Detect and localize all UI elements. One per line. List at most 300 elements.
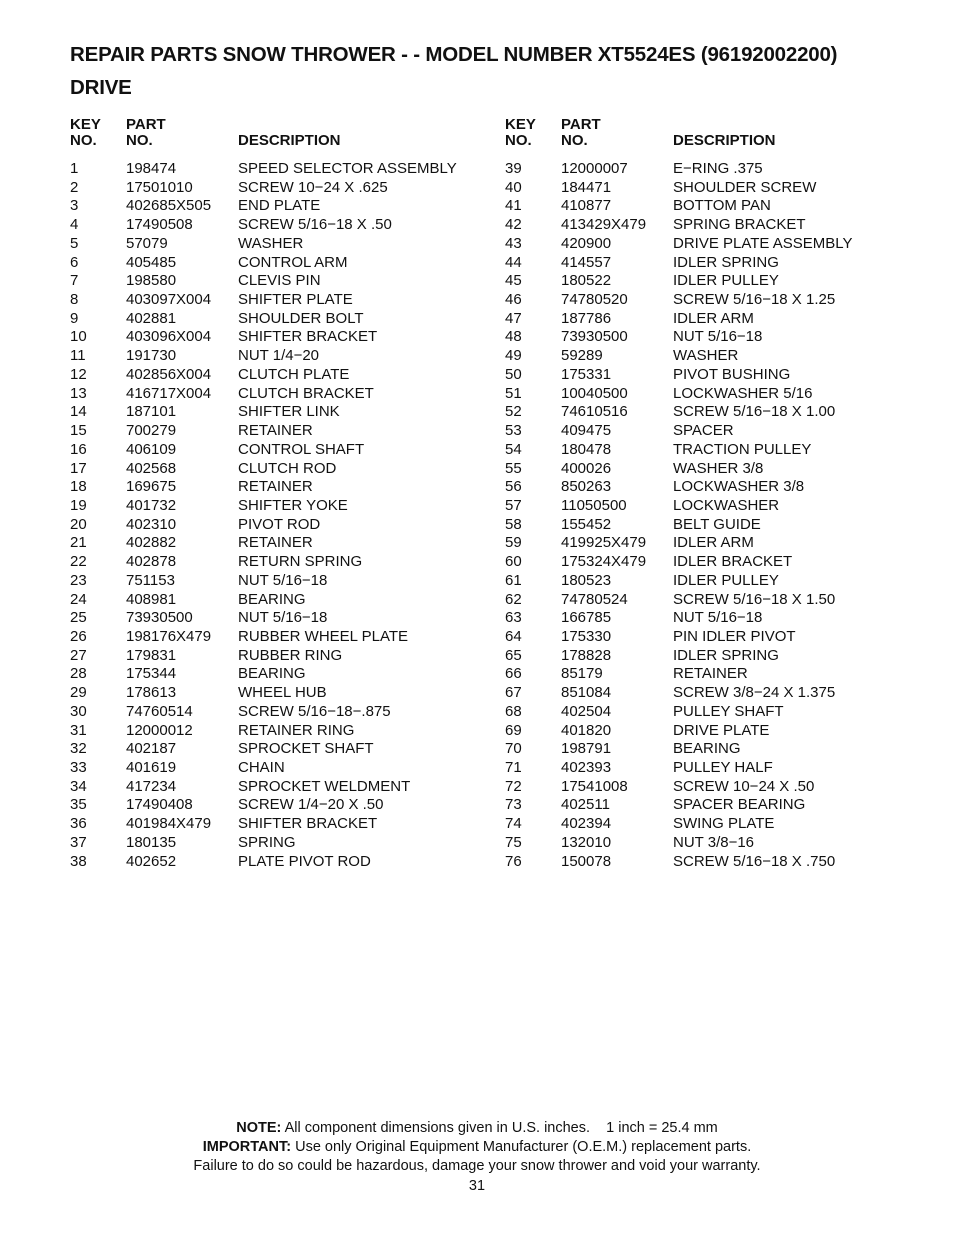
table-row	[70, 497, 490, 516]
part-no-cell: 180522	[561, 272, 612, 290]
key-no-cell: 26	[70, 627, 87, 645]
part-no-cell: 155452	[561, 515, 612, 533]
key-no-cell: 59	[505, 534, 522, 552]
description-cell: NUT 1/4−20	[238, 347, 320, 365]
part-no-cell: 166785	[561, 609, 612, 627]
key-no-cell: 71	[505, 759, 522, 776]
key-no-cell: 50	[505, 365, 522, 383]
key-header-line1: KEY	[70, 116, 101, 133]
table-row	[505, 516, 925, 535]
description-cell: IDLER SPRING	[673, 646, 779, 664]
table-row	[70, 591, 490, 610]
part-no-cell: 401732	[126, 496, 177, 514]
table-row	[70, 366, 490, 385]
key-no-cell: 68	[505, 702, 522, 720]
table-row	[505, 591, 925, 610]
key-no-cell: 12	[70, 365, 87, 383]
key-no-cell: 45	[505, 272, 522, 290]
key-no-cell: 13	[70, 384, 87, 402]
part-no-cell: 180135	[126, 833, 177, 851]
description-cell: PLATE PIVOT ROD	[238, 852, 371, 870]
description-cell: WHEEL HUB	[238, 684, 327, 702]
part-no-cell: 175344	[126, 665, 177, 683]
key-no-cell: 35	[70, 796, 87, 814]
part-no-cell: 12000007	[561, 160, 628, 177]
description-cell: LOCKWASHER 3/8	[673, 478, 805, 496]
table-row	[70, 834, 490, 853]
part-no-cell: 175324X479	[561, 553, 647, 571]
part-no-cell: 132010	[561, 833, 612, 851]
part-no-cell: 74780524	[561, 590, 628, 608]
key-no-cell: 1	[70, 160, 79, 177]
table-row	[70, 272, 490, 291]
part-no-cell: 402685X505	[126, 197, 212, 215]
description-cell: END PLATE	[238, 197, 321, 215]
table-row	[70, 254, 490, 273]
description-cell: RETAINER	[238, 478, 313, 496]
part-no-cell: 700279	[126, 422, 177, 440]
description-cell: RETAINER	[238, 534, 313, 552]
part-no-cell: 11050500	[561, 496, 627, 514]
key-no-cell: 53	[505, 422, 522, 440]
key-no-cell: 28	[70, 665, 87, 683]
key-no-cell: 67	[505, 684, 522, 702]
part-no-cell: 417234	[126, 777, 177, 795]
key-no-cell: 52	[505, 403, 522, 421]
description-cell: RETURN SPRING	[238, 553, 363, 571]
key-no-cell: 40	[505, 178, 522, 196]
table-body	[70, 160, 490, 871]
table-row	[70, 778, 490, 797]
key-header-line2: NO.	[70, 131, 97, 149]
key-no-cell: 30	[70, 702, 87, 720]
part-no-cell: 402568	[126, 459, 177, 477]
part-header-line1: PART	[126, 116, 166, 133]
part-no-cell: 403097X004	[126, 291, 212, 309]
part-no-cell: 17501010	[126, 178, 193, 196]
description-cell: RETAINER	[238, 422, 313, 440]
part-no-cell: 402393	[561, 759, 612, 776]
table-row	[70, 796, 490, 815]
description-cell: SHOULDER BOLT	[238, 309, 364, 327]
footer-notes	[0, 1119, 954, 1176]
key-no-cell: 43	[505, 234, 522, 252]
table-row	[70, 235, 490, 254]
table-row	[70, 216, 490, 235]
part-no-cell: 198176X479	[126, 627, 212, 645]
part-no-cell: 73930500	[126, 609, 193, 627]
key-no-cell: 63	[505, 609, 522, 627]
table-row	[70, 534, 490, 553]
key-no-cell: 8	[70, 291, 79, 309]
description-cell: IDLER PULLEY	[673, 571, 779, 589]
table-row	[505, 272, 925, 291]
description-cell: SPRING	[238, 833, 296, 851]
key-no-cell: 11	[70, 347, 86, 365]
description-cell: SPROCKET SHAFT	[238, 740, 374, 758]
table-header	[505, 117, 925, 157]
description-cell: LOCKWASHER 5/16	[673, 384, 813, 402]
part-no-cell: 402394	[561, 815, 612, 833]
key-no-cell: 29	[70, 684, 87, 702]
description-cell: CHAIN	[238, 759, 285, 776]
table-row	[70, 572, 490, 591]
key-no-cell: 74	[505, 815, 522, 833]
part-no-cell: 401619	[126, 759, 177, 776]
table-row	[70, 441, 490, 460]
part-no-cell: 408981	[126, 590, 177, 608]
table-row	[505, 609, 925, 628]
key-no-cell: 41	[505, 197, 522, 215]
part-no-cell: 184471	[561, 178, 612, 196]
key-no-cell: 73	[505, 796, 522, 814]
table-row	[505, 572, 925, 591]
key-no-cell: 6	[70, 253, 79, 271]
table-row	[70, 665, 490, 684]
key-no-cell: 22	[70, 553, 87, 571]
description-cell: SCREW 1/4−20 X .50	[238, 796, 384, 814]
description-cell: WASHER	[238, 234, 304, 252]
description-cell: WASHER	[673, 347, 739, 365]
description-cell: NUT 5/16−18	[238, 609, 328, 627]
table-row	[505, 478, 925, 497]
part-no-cell: 413429X479	[561, 216, 647, 234]
table-row	[70, 609, 490, 628]
description-cell: PIVOT ROD	[238, 515, 321, 533]
table-row	[505, 740, 925, 759]
table-row	[505, 703, 925, 722]
table-row	[505, 722, 925, 741]
part-no-cell: 17541008	[561, 777, 628, 795]
description-cell: IDLER PULLEY	[673, 272, 779, 290]
table-row	[505, 628, 925, 647]
description-cell: LOCKWASHER	[673, 496, 780, 514]
description-cell: PIVOT BUSHING	[673, 365, 791, 383]
table-row	[70, 310, 490, 329]
key-no-cell: 51	[505, 384, 522, 402]
description-cell: RUBBER WHEEL PLATE	[238, 627, 409, 645]
part-header-line2: NO.	[126, 131, 153, 149]
table-row	[70, 815, 490, 834]
part-no-cell: 73930500	[561, 328, 628, 346]
description-cell: PIN IDLER PIVOT	[673, 627, 796, 645]
key-no-cell: 27	[70, 646, 87, 664]
description-cell: IDLER ARM	[673, 309, 754, 327]
description-cell: PULLEY HALF	[673, 759, 773, 776]
part-no-cell: 198474	[126, 160, 177, 177]
description-cell: SHIFTER YOKE	[238, 496, 348, 514]
description-cell: IDLER ARM	[673, 534, 754, 552]
description-cell: SPACER	[673, 422, 734, 440]
key-no-cell: 34	[70, 777, 87, 795]
important-label: IMPORTANT:	[202, 1139, 292, 1155]
part-no-cell: 402504	[561, 702, 612, 720]
table-row	[70, 328, 490, 347]
key-no-cell: 44	[505, 253, 522, 271]
key-no-cell: 65	[505, 646, 522, 664]
description-cell: SCREW 5/16−18−.875	[238, 702, 391, 720]
part-no-cell: 416717X004	[126, 384, 212, 402]
description-cell: CONTROL SHAFT	[238, 440, 365, 458]
description-cell: BOTTOM PAN	[673, 197, 771, 215]
part-no-cell: 17490408	[126, 796, 193, 814]
key-no-cell: 66	[505, 665, 522, 683]
description-cell: CLEVIS PIN	[238, 272, 321, 290]
key-no-cell: 36	[70, 815, 87, 833]
table-row	[70, 347, 490, 366]
key-no-cell: 2	[70, 178, 79, 196]
part-no-cell: 406109	[126, 440, 177, 458]
table-row	[505, 422, 925, 441]
description-cell: SCREW 5/16−18 X .50	[238, 216, 392, 234]
part-no-cell: 402878	[126, 553, 177, 571]
table-row	[505, 853, 925, 872]
table-row	[70, 759, 490, 778]
description-header: DESCRIPTION	[673, 131, 776, 149]
part-no-cell: 178828	[561, 646, 612, 664]
key-no-cell: 19	[70, 496, 87, 514]
key-no-cell: 18	[70, 478, 87, 496]
table-row	[505, 534, 925, 553]
key-no-cell: 37	[70, 833, 87, 851]
description-cell: SPROCKET WELDMENT	[238, 777, 411, 795]
part-no-cell: 420900	[561, 234, 612, 252]
table-row	[505, 328, 925, 347]
description-cell: RUBBER RING	[238, 646, 343, 664]
part-no-cell: 402652	[126, 852, 177, 870]
part-no-cell: 85179	[561, 665, 603, 683]
table-row	[505, 254, 925, 273]
key-no-cell: 39	[505, 160, 522, 177]
key-no-cell: 31	[70, 721, 87, 739]
description-cell: SPRING BRACKET	[673, 216, 806, 234]
description-cell: BEARING	[673, 740, 741, 758]
table-row	[70, 516, 490, 535]
part-no-cell: 402310	[126, 515, 177, 533]
key-no-cell: 17	[70, 459, 87, 477]
key-header-line1: KEY	[505, 116, 536, 133]
key-no-cell: 55	[505, 459, 522, 477]
table-row	[505, 834, 925, 853]
description-cell: CLUTCH BRACKET	[238, 384, 374, 402]
description-cell: CLUTCH ROD	[238, 459, 337, 477]
part-no-cell: 419925X479	[561, 534, 647, 552]
description-cell: NUT 5/16−18	[238, 571, 328, 589]
key-no-cell: 20	[70, 515, 87, 533]
table-row	[70, 385, 490, 404]
description-cell: SHIFTER LINK	[238, 403, 340, 421]
table-row	[505, 366, 925, 385]
important-line	[0, 1138, 954, 1157]
description-cell: SHIFTER BRACKET	[238, 328, 378, 346]
note-line	[0, 1119, 954, 1138]
note-text: All component dimensions given in U.S. inches. 1 inch = 25.4 mm	[284, 1120, 718, 1136]
part-no-cell: 402511	[561, 796, 610, 814]
table-row	[505, 347, 925, 366]
description-cell: CLUTCH PLATE	[238, 365, 350, 383]
table-row	[505, 216, 925, 235]
part-no-cell: 12000012	[126, 721, 193, 739]
key-header-line2: NO.	[505, 131, 532, 149]
part-no-cell: 150078	[561, 852, 612, 870]
table-row	[505, 553, 925, 572]
description-cell: SHIFTER PLATE	[238, 291, 353, 309]
part-no-cell: 191730	[126, 347, 177, 365]
table-row	[70, 553, 490, 572]
part-no-cell: 179831	[126, 646, 177, 664]
table-row	[505, 497, 925, 516]
table-row	[70, 684, 490, 703]
part-no-cell: 402881	[126, 309, 177, 327]
part-no-cell: 851084	[561, 684, 612, 702]
key-no-cell: 70	[505, 740, 522, 758]
key-no-cell: 46	[505, 291, 522, 309]
table-row	[70, 197, 490, 216]
key-no-cell: 15	[70, 422, 87, 440]
description-cell: SPEED SELECTOR ASSEMBLY	[238, 160, 457, 177]
part-no-cell: 175331	[561, 365, 612, 383]
key-no-cell: 69	[505, 721, 522, 739]
description-cell: SCREW 10−24 X .625	[238, 178, 388, 196]
table-row	[505, 460, 925, 479]
table-header	[70, 117, 490, 157]
description-cell: RETAINER	[673, 665, 748, 683]
part-no-cell: 402856X004	[126, 365, 212, 383]
key-no-cell: 48	[505, 328, 522, 346]
table-row	[70, 703, 490, 722]
parts-table-right	[505, 117, 925, 868]
description-cell: SHIFTER BRACKET	[238, 815, 378, 833]
table-row	[70, 478, 490, 497]
note-label: NOTE:	[236, 1120, 282, 1136]
part-no-cell: 402187	[126, 740, 177, 758]
key-no-cell: 42	[505, 216, 522, 234]
description-cell: NUT 5/16−18	[673, 609, 763, 627]
key-no-cell: 62	[505, 590, 522, 608]
part-no-cell: 175330	[561, 627, 612, 645]
part-no-cell: 410877	[561, 197, 612, 215]
part-no-cell: 17490508	[126, 216, 193, 234]
key-no-cell: 57	[505, 496, 522, 514]
key-no-cell: 72	[505, 777, 522, 795]
key-no-cell: 10	[70, 328, 87, 346]
part-no-cell: 74610516	[561, 403, 628, 421]
key-no-cell: 23	[70, 571, 87, 589]
key-no-cell: 54	[505, 440, 522, 458]
table-row	[70, 291, 490, 310]
table-row	[505, 778, 925, 797]
key-no-cell: 58	[505, 515, 522, 533]
part-no-cell: 405485	[126, 253, 177, 271]
description-header: DESCRIPTION	[238, 131, 341, 149]
table-row	[70, 722, 490, 741]
key-no-cell: 14	[70, 403, 87, 421]
part-no-cell: 74780520	[561, 291, 628, 309]
table-row	[70, 403, 490, 422]
description-cell: BEARING	[238, 665, 306, 683]
key-no-cell: 61	[505, 571, 522, 589]
table-row	[70, 853, 490, 872]
table-row	[70, 740, 490, 759]
key-no-cell: 16	[70, 440, 87, 458]
description-cell: NUT 3/8−16	[673, 833, 755, 851]
part-no-cell: 751153	[126, 571, 175, 589]
table-row	[505, 160, 925, 179]
key-no-cell: 60	[505, 553, 522, 571]
description-cell: SPACER BEARING	[673, 796, 806, 814]
parts-table-left	[70, 117, 490, 868]
part-no-cell: 409475	[561, 422, 612, 440]
page-title	[70, 38, 930, 104]
table-row	[505, 197, 925, 216]
table-row	[505, 403, 925, 422]
page-number: 31	[468, 1178, 486, 1194]
description-cell: NUT 5/16−18	[673, 328, 763, 346]
description-cell: IDLER BRACKET	[673, 553, 793, 571]
part-no-cell: 10040500	[561, 384, 628, 402]
page-title-line1: REPAIR PARTS SNOW THROWER - - MODEL NUMBER XT5524ES (96192002200)	[70, 43, 838, 66]
table-row	[505, 179, 925, 198]
part-no-cell: 401820	[561, 721, 612, 739]
table-row	[505, 684, 925, 703]
key-no-cell: 3	[70, 197, 79, 215]
description-cell: SCREW 3/8−24 X 1.375	[673, 684, 836, 702]
table-row	[505, 815, 925, 834]
table-row	[505, 441, 925, 460]
key-no-cell: 32	[70, 740, 87, 758]
description-cell: CONTROL ARM	[238, 253, 348, 271]
key-no-cell: 75	[505, 833, 522, 851]
key-no-cell: 47	[505, 309, 522, 327]
warning-text: Failure to do so could be hazardous, damage your snow thrower and void your warranty.	[193, 1158, 761, 1174]
key-no-cell: 4	[70, 216, 79, 234]
part-no-cell: 180478	[561, 440, 612, 458]
page-title-line2: DRIVE	[70, 76, 132, 99]
description-cell: SCREW 5/16−18 X 1.25	[673, 291, 836, 309]
description-cell: SCREW 5/16−18 X 1.00	[673, 403, 836, 421]
description-cell: SHOULDER SCREW	[673, 178, 817, 196]
part-no-cell: 402882	[126, 534, 177, 552]
important-text: Use only Original Equipment Manufacturer (O.E.M.) replacement parts.	[295, 1139, 752, 1155]
table-row	[70, 160, 490, 179]
table-row	[70, 460, 490, 479]
description-cell: DRIVE PLATE	[673, 721, 770, 739]
description-cell: SCREW 10−24 X .50	[673, 777, 815, 795]
part-header-line1: PART	[561, 116, 601, 133]
part-no-cell: 400026	[561, 459, 612, 477]
table-row	[505, 310, 925, 329]
description-cell: DRIVE PLATE ASSEMBLY	[673, 234, 853, 252]
key-no-cell: 38	[70, 852, 87, 870]
key-no-cell: 9	[70, 309, 79, 327]
part-header-line2: NO.	[561, 131, 588, 149]
key-no-cell: 7	[70, 272, 79, 290]
description-cell: PULLEY SHAFT	[673, 702, 784, 720]
part-no-cell: 403096X004	[126, 328, 212, 346]
part-no-cell: 74760514	[126, 702, 193, 720]
description-cell: BEARING	[238, 590, 306, 608]
description-cell: SCREW 5/16−18 X .750	[673, 852, 836, 870]
table-row	[70, 647, 490, 666]
table-row	[505, 796, 925, 815]
description-cell: E−RING .375	[673, 160, 763, 177]
key-no-cell: 76	[505, 852, 522, 870]
description-cell: BELT GUIDE	[673, 515, 761, 533]
key-no-cell: 33	[70, 759, 87, 776]
table-row	[505, 665, 925, 684]
table-row	[505, 647, 925, 666]
part-no-cell: 198791	[561, 740, 612, 758]
